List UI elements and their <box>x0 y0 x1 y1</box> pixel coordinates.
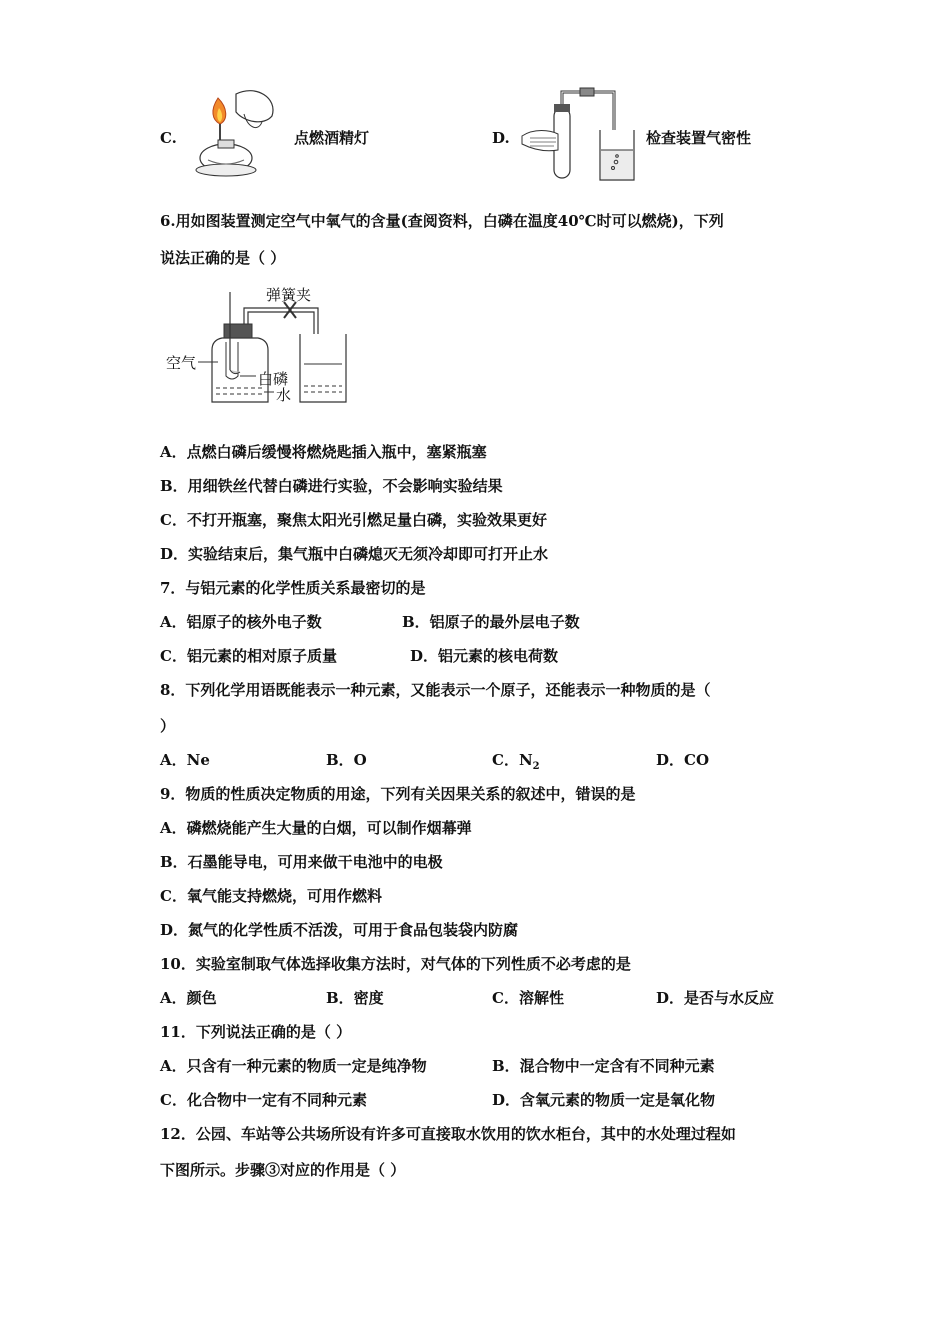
q10-option-a: A．颜色 <box>160 989 217 1007</box>
figure-label-clip: 弹簧夹 <box>266 286 312 304</box>
option-c-caption: 点燃酒精灯 <box>294 129 370 147</box>
airtightness-check-figure <box>516 78 642 184</box>
q6-stem-line1: 6.用如图装置测定空气中氧气的含量(查阅资料，白磷在温度40℃时可以燃烧)，下列 <box>160 212 724 230</box>
q8-option-a: A．Ne <box>160 751 210 769</box>
q8-option-c-text: C．N <box>492 751 533 769</box>
q8-option-c <box>492 750 540 777</box>
figure-label-air: 空气 <box>166 354 197 372</box>
q12-stem-line2: 下图所示。步骤③对应的作用是（ ） <box>160 1161 406 1179</box>
q10-option-d: D．是否与水反应 <box>656 989 775 1007</box>
q9-stem: 9．物质的性质决定物质的用途，下列有关因果关系的叙述中，错误的是 <box>160 785 636 803</box>
q11-option-a: A．只含有一种元素的物质一定是纯净物 <box>160 1057 427 1075</box>
q10-option-b: B．密度 <box>326 989 384 1007</box>
option-d-caption: 检查装置气密性 <box>646 129 752 147</box>
oxygen-measurement-apparatus <box>160 280 360 410</box>
q9-option-c: C．氧气能支持燃烧，可用作燃料 <box>160 887 382 905</box>
q11-stem: 11．下列说法正确的是（ ） <box>160 1023 352 1041</box>
q9-option-a: A．磷燃烧能产生大量的白烟，可以制作烟幕弹 <box>160 819 472 837</box>
q9-option-d: D．氮气的化学性质不活泼，可用于食品包装袋内防腐 <box>160 921 519 939</box>
q11-option-c: C．化合物中一定有不同种元素 <box>160 1091 367 1109</box>
q7-option-b: B．铝原子的最外层电子数 <box>402 613 580 631</box>
q6-option-a: A．点燃白磷后缓慢将燃烧匙插入瓶中，塞紧瓶塞 <box>160 443 487 461</box>
q8-stem-line1: 8．下列化学用语既能表示一种元素，又能表示一个原子，还能表示一种物质的是（ <box>160 681 711 699</box>
q11-option-d: D．含氧元素的物质一定是氧化物 <box>492 1091 716 1109</box>
q8-option-c-subscript: 2 <box>532 761 540 772</box>
alcohol-lamp-figure <box>186 76 286 182</box>
q8-option-d: D．CO <box>656 751 710 769</box>
q12-stem-line1: 12．公园、车站等公共场所设有许多可直接取水饮用的饮水柜台，其中的水处理过程如 <box>160 1125 736 1143</box>
q10-option-c: C．溶解性 <box>492 989 564 1007</box>
option-d-letter: D. <box>492 129 510 147</box>
q7-stem: 7．与铝元素的化学性质关系最密切的是 <box>160 579 426 597</box>
q10-stem: 10．实验室制取气体选择收集方法时，对气体的下列性质不必考虑的是 <box>160 955 631 973</box>
q8-option-b: B．O <box>326 751 367 769</box>
q7-option-d: D．铝元素的核电荷数 <box>410 647 559 665</box>
q11-option-b: B．混合物中一定含有不同种元素 <box>492 1057 715 1075</box>
figure-label-phosphorus: 白磷 <box>258 370 289 388</box>
figure-label-water: 水 <box>276 386 292 404</box>
q6-option-b: B．用细铁丝代替白磷进行实验，不会影响实验结果 <box>160 477 503 495</box>
q6-stem-line2: 说法正确的是（ ） <box>160 249 286 267</box>
q6-option-d: D．实验结束后，集气瓶中白磷熄灭无须冷却即可打开止水 <box>160 545 549 563</box>
q7-option-c: C．铝元素的相对原子质量 <box>160 647 337 665</box>
option-c-letter: C. <box>160 129 177 147</box>
q9-option-b: B．石墨能导电，可用来做干电池中的电极 <box>160 853 443 871</box>
q6-option-c: C．不打开瓶塞，聚焦太阳光引燃足量白磷，实验效果更好 <box>160 511 547 529</box>
q7-option-a: A．铝原子的核外电子数 <box>160 613 322 631</box>
q8-stem-line2: ） <box>160 717 176 735</box>
